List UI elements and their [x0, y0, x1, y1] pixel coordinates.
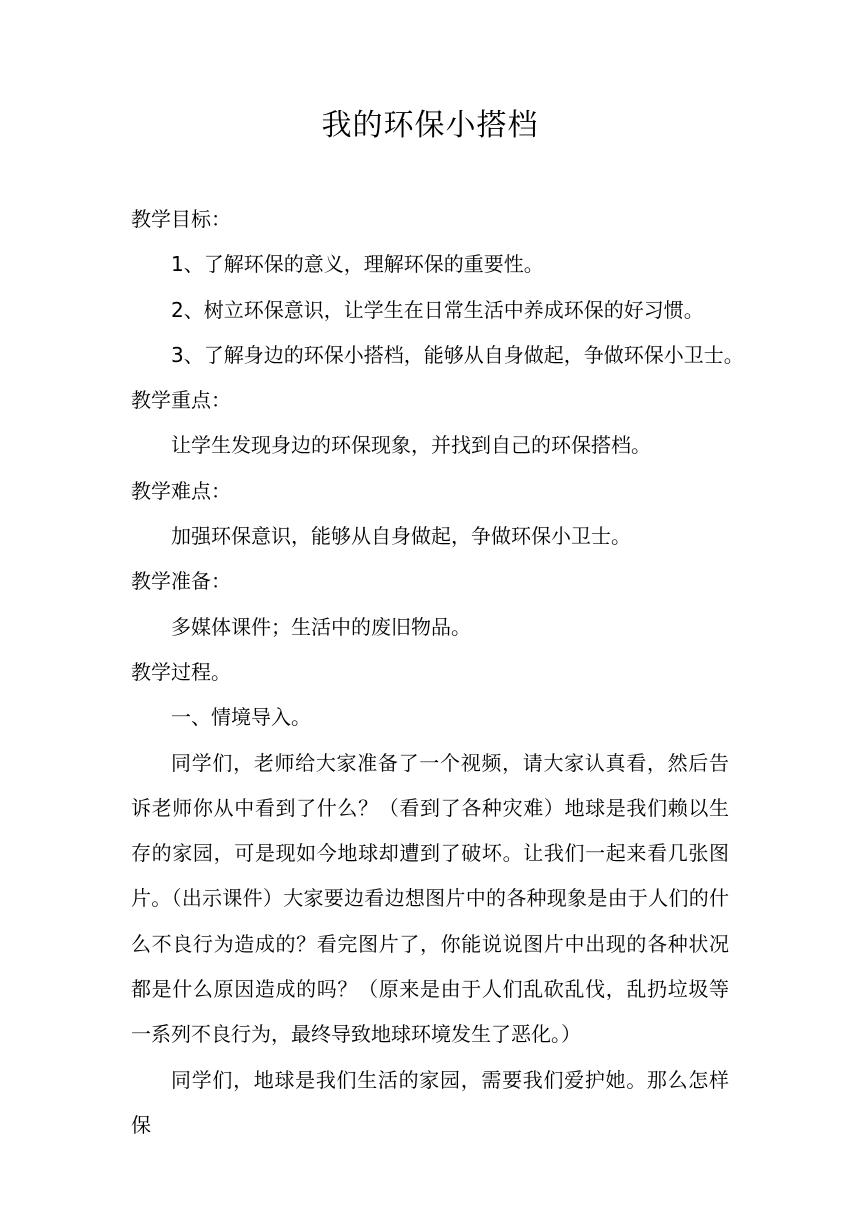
difficulties-heading: 教学难点： [131, 478, 231, 503]
objective-item-1: 1、了解环保的意义，理解环保的重要性。 [171, 252, 544, 277]
document-title: 我的环保小搭档 [321, 108, 539, 143]
process-heading: 教学过程。 [131, 659, 231, 684]
difficulties-text: 加强环保意识，能够从自身做起，争做环保小卫士。 [171, 524, 631, 549]
key-points-text: 让学生发现身边的环保现象，并找到自己的环保搭档。 [171, 433, 651, 458]
section-1-heading: 一、情境导入。 [171, 705, 311, 730]
document-body [131, 197, 744, 1148]
preparation-heading: 教学准备： [131, 569, 231, 594]
objectives-heading: 教学目标： [131, 207, 231, 231]
paragraph-1: 同学们，老师给大家准备了一个视频，请大家认真看，然后告诉老师你从中看到了什么？（看到了各种灾难）地球是我们赖以生存的家园，可是现如今地球却遭到了破坏。让我们一起来看几张图片。（出示课件）大家要边看边想图片中的各种现象是由于人们的什么不良行为造成的？看完图片了，你能说说图片中出现的各种状况都是什么原因造成的吗？（原来是由于人们乱砍乱伐，乱扔垃圾等一系列不良行为，最终导致地球环境发生了恶化。） [131, 750, 729, 1047]
preparation-text: 多媒体课件；生活中的废旧物品。 [171, 614, 471, 639]
objective-item-2: 2、树立环保意识，让学生在日常生活中养成环保的好习惯。 [171, 297, 704, 322]
paragraph-2: 同学们，地球是我们生活的家园，需要我们爱护她。那么怎样保 [131, 1067, 729, 1137]
objective-item-3: 3、了解身边的环保小搭档，能够从自身做起，争做环保小卫士。 [171, 342, 744, 367]
key-points-heading: 教学重点： [131, 388, 231, 413]
